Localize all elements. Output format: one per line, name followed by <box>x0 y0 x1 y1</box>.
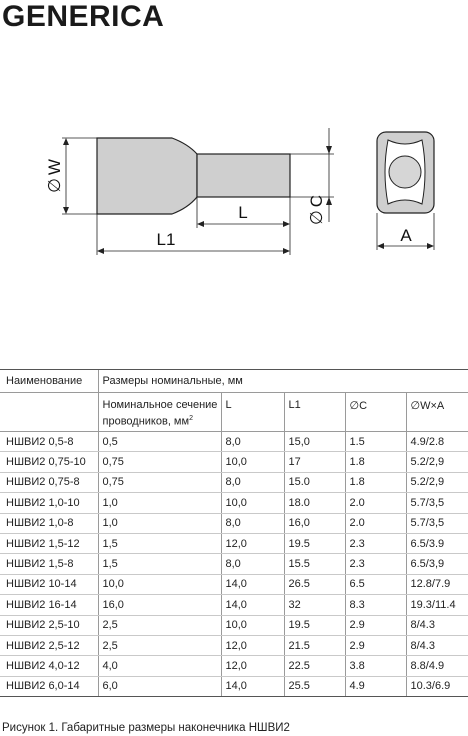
cell-name: НШВИ2 0,5-8 <box>0 432 98 452</box>
end-view-hole <box>389 156 421 188</box>
brand-logo: GENERICA <box>2 0 165 33</box>
dim-c-arrow-bottom <box>326 197 332 205</box>
header-section-line2: проводников, мм <box>102 415 190 428</box>
cell-section: 1,0 <box>98 513 221 533</box>
dim-l-label: L <box>238 203 248 222</box>
cell-wa: 8/4.3 <box>406 615 468 635</box>
dim-a-arrow-right <box>427 243 434 249</box>
cell-section: 16,0 <box>98 595 221 615</box>
header-section-sup: 2 <box>189 415 193 422</box>
dim-a-arrow-left <box>377 243 384 249</box>
cell-c: 2.9 <box>345 635 406 655</box>
dim-l1-label: L1 <box>156 230 176 249</box>
cell-wa: 8/4.3 <box>406 635 468 655</box>
cell-name: НШВИ2 16-14 <box>0 595 98 615</box>
cell-name: НШВИ2 1,0-10 <box>0 493 98 513</box>
table-row <box>0 554 468 574</box>
table-body <box>0 432 468 697</box>
cell-l1: 16,0 <box>284 513 345 533</box>
cell-l1: 19.5 <box>284 615 345 635</box>
cell-name: НШВИ2 2,5-12 <box>0 635 98 655</box>
cell-l: 14,0 <box>221 676 284 696</box>
cell-l: 10,0 <box>221 493 284 513</box>
cell-section: 6,0 <box>98 676 221 696</box>
cell-wa: 6.5/3.9 <box>406 533 468 553</box>
cell-name: НШВИ2 10-14 <box>0 574 98 594</box>
cell-l1: 18.0 <box>284 493 345 513</box>
cell-l: 8,0 <box>221 432 284 452</box>
dim-w-arrow-bottom <box>63 207 69 214</box>
cell-c: 1.8 <box>345 452 406 472</box>
table-row <box>0 452 468 472</box>
table-row <box>0 676 468 696</box>
cell-c: 2.9 <box>345 615 406 635</box>
technical-drawing <box>0 110 468 270</box>
cell-l: 8,0 <box>221 472 284 492</box>
cell-wa: 5.2/2,9 <box>406 452 468 472</box>
cell-l1: 26.5 <box>284 574 345 594</box>
cell-section: 0,5 <box>98 432 221 452</box>
cell-c: 6.5 <box>345 574 406 594</box>
table-row <box>0 615 468 635</box>
cell-l: 10,0 <box>221 615 284 635</box>
table-row <box>0 432 468 452</box>
dim-l-arrow-left <box>197 221 204 227</box>
cell-section: 4,0 <box>98 656 221 676</box>
table-row <box>0 574 468 594</box>
cell-section: 10,0 <box>98 574 221 594</box>
table-row <box>0 513 468 533</box>
cell-section: 0,75 <box>98 472 221 492</box>
dim-w-arrow-top <box>63 138 69 145</box>
cell-c: 2.3 <box>345 554 406 574</box>
cell-name: НШВИ2 1,5-12 <box>0 533 98 553</box>
cell-l1: 17 <box>284 452 345 472</box>
cell-c: 4.9 <box>345 676 406 696</box>
table-row <box>0 472 468 492</box>
cell-wa: 10.3/6.9 <box>406 676 468 696</box>
table-row <box>0 533 468 553</box>
cell-name: НШВИ2 2,5-10 <box>0 615 98 635</box>
dim-l-arrow-right <box>283 221 290 227</box>
dim-c-arrow-top <box>326 146 332 154</box>
cell-wa: 12.8/7.9 <box>406 574 468 594</box>
table-row <box>0 595 468 615</box>
cell-l: 12,0 <box>221 533 284 553</box>
dim-l1-arrow-right <box>283 248 290 254</box>
cell-l1: 21.5 <box>284 635 345 655</box>
header-name-spacer <box>0 393 98 432</box>
cell-c: 1.8 <box>345 472 406 492</box>
header-c: ∅C <box>345 393 406 432</box>
cell-name: НШВИ2 4,0-12 <box>0 656 98 676</box>
cell-section: 2,5 <box>98 615 221 635</box>
cell-section: 1,5 <box>98 533 221 553</box>
header-section-line1: Номинальное сечение <box>102 399 218 411</box>
cell-l1: 32 <box>284 595 345 615</box>
table-row <box>0 635 468 655</box>
cell-l: 8,0 <box>221 513 284 533</box>
cell-c: 2.0 <box>345 513 406 533</box>
cell-name: НШВИ2 0,75-8 <box>0 472 98 492</box>
cell-l1: 15.5 <box>284 554 345 574</box>
cell-name: НШВИ2 6,0-14 <box>0 676 98 696</box>
cell-name: НШВИ2 1,5-8 <box>0 554 98 574</box>
dimensions-table <box>0 369 468 697</box>
table-row <box>0 493 468 513</box>
cell-l: 12,0 <box>221 635 284 655</box>
cell-section: 0,75 <box>98 452 221 472</box>
figure-caption: Рисунок 1. Габаритные размеры наконечника НШВИ2 <box>2 722 290 734</box>
cell-wa: 19.3/11.4 <box>406 595 468 615</box>
cell-c: 3.8 <box>345 656 406 676</box>
cell-wa: 6.5/3,9 <box>406 554 468 574</box>
cell-wa: 4.9/2.8 <box>406 432 468 452</box>
cell-section: 2,5 <box>98 635 221 655</box>
cell-l1: 15,0 <box>284 432 345 452</box>
dim-l1-arrow-left <box>97 248 104 254</box>
dim-a-label: A <box>400 226 412 245</box>
dim-w-label: ∅W <box>45 159 64 193</box>
cell-c: 2.0 <box>345 493 406 513</box>
ferrule-collar <box>97 138 197 214</box>
cell-wa: 5.7/3,5 <box>406 493 468 513</box>
cell-wa: 5.7/3,5 <box>406 513 468 533</box>
cell-l: 12,0 <box>221 656 284 676</box>
header-wa: ∅W×A <box>406 393 468 432</box>
cell-l: 14,0 <box>221 574 284 594</box>
cell-name: НШВИ2 1,0-8 <box>0 513 98 533</box>
cell-wa: 5.2/2,9 <box>406 472 468 492</box>
cell-name: НШВИ2 0,75-10 <box>0 452 98 472</box>
cell-section: 1,0 <box>98 493 221 513</box>
cell-wa: 8.8/4.9 <box>406 656 468 676</box>
cell-c: 1.5 <box>345 432 406 452</box>
header-name: Наименование <box>0 370 98 393</box>
cell-c: 2.3 <box>345 533 406 553</box>
header-l: L <box>221 393 284 432</box>
cell-l1: 22.5 <box>284 656 345 676</box>
cell-l: 8,0 <box>221 554 284 574</box>
cell-l1: 19.5 <box>284 533 345 553</box>
cell-l: 10,0 <box>221 452 284 472</box>
table-row <box>0 656 468 676</box>
header-section <box>98 393 221 432</box>
header-l1: L1 <box>284 393 345 432</box>
dim-c-label: ∅C <box>307 194 326 226</box>
cell-l: 14,0 <box>221 595 284 615</box>
header-dimensions: Размеры номинальные, мм <box>98 370 468 393</box>
cell-l1: 15.0 <box>284 472 345 492</box>
ferrule-tube <box>197 154 290 197</box>
cell-c: 8.3 <box>345 595 406 615</box>
cell-section: 1,5 <box>98 554 221 574</box>
cell-l1: 25.5 <box>284 676 345 696</box>
